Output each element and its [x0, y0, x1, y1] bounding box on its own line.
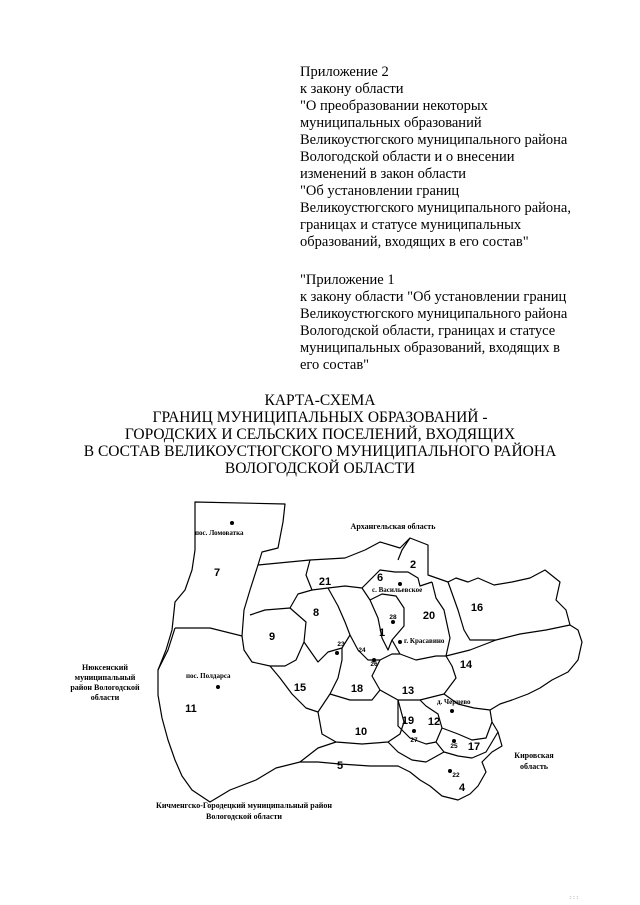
krasavino-label: г. Красавино [404, 637, 445, 645]
region-7-label: 7 [213, 567, 221, 579]
text-line: изменений в закон области [300, 166, 467, 182]
text-line: Вологодской области, границах и статусе [300, 323, 556, 339]
region-9-label: 9 [268, 631, 276, 643]
text-line: "Приложение 1 [300, 272, 395, 288]
text-line: его состав" [300, 357, 370, 373]
nyuksenitsa-label-1: Нюксенский [82, 663, 128, 672]
region-10-label: 10 [354, 726, 368, 738]
text-line: муниципальных образований, входящих в [300, 340, 560, 356]
text-line: к закону области "Об установлении границ [300, 289, 567, 305]
border-8 [290, 588, 350, 662]
text-line: муниципальных образований [300, 115, 482, 131]
title-line: ВОЛОГОДСКОЙ ОБЛАСТИ [224, 460, 416, 477]
title-line: КАРТА-СХЕМА [264, 392, 376, 409]
title-line: ГРАНИЦ МУНИЦИПАЛЬНЫХ ОБРАЗОВАНИЙ - [152, 409, 488, 426]
text-line: "Об установлении границ [300, 183, 460, 199]
settlement-24-label: 24 [358, 647, 366, 654]
region-15-label: 15 [293, 682, 307, 694]
region-2-label: 2 [409, 559, 417, 571]
text-line: Приложение 2 [300, 64, 389, 80]
region-8-label: 8 [312, 607, 320, 619]
poldarsa-dot [216, 685, 220, 689]
settlement-23-dot [335, 651, 339, 655]
settlement-25-label: 25 [450, 743, 458, 750]
chernevo-label: д. Чернево [437, 698, 471, 706]
border-21b [328, 586, 370, 600]
kirov-label-2: область [520, 762, 548, 771]
region-19-label: 19 [401, 715, 415, 727]
border-5 [300, 742, 336, 762]
corner-mark: : : : [570, 895, 579, 901]
appendix-1-heading [300, 272, 567, 374]
border-15 [270, 648, 342, 712]
region-11-label: 11 [185, 703, 197, 715]
lomovatka-dot [230, 521, 234, 525]
region-18-label: 18 [350, 683, 364, 695]
text-line: границах и статусе муниципальных [300, 217, 522, 233]
region-5-label: 5 [336, 760, 344, 772]
region-16-label: 16 [470, 602, 484, 614]
settlement-27-label: 27 [410, 737, 418, 744]
text-line: Великоустюгского муниципального района, [300, 200, 571, 216]
text-line: к закону области [300, 81, 404, 97]
title-line: В СОСТАВ ВЕЛИКОУСТЮГСКОГО МУНИЦИПАЛЬНОГО РАЙОНА [83, 443, 557, 460]
text-line: Великоустюгского муниципального района [300, 132, 568, 148]
nyuksenitsa-label-3: район Вологодской [70, 683, 140, 692]
settlement-28-label: 28 [389, 614, 397, 621]
border-2 [398, 538, 410, 560]
map-title [0, 392, 640, 477]
settlement-23-label: 23 [337, 641, 345, 648]
border-21 [306, 560, 312, 590]
region-17-label: 17 [467, 741, 481, 753]
title-line: ГОРОДСКИХ И СЕЛЬСКИХ ПОСЕЛЕНИЙ, ВХОДЯЩИХ [124, 426, 516, 443]
border-14 [446, 640, 496, 656]
appendix-2-heading [300, 64, 571, 251]
krasavino-dot [398, 640, 402, 644]
text-line: образований, входящих в его состав" [300, 234, 529, 250]
settlement-27-dot [412, 729, 416, 733]
settlement-22-label: 22 [452, 772, 460, 779]
text-line: Вологодской области и о внесении [300, 149, 515, 165]
region-14-label: 14 [459, 659, 473, 671]
vasilyevskoe-label: с. Васильевское [372, 586, 423, 594]
kichmengsky-label-1: Кичменгско-Городецкий муниципальный район [156, 801, 332, 810]
text-line: "О преобразовании некоторых [300, 98, 488, 114]
chernevo-dot [450, 709, 454, 713]
region-12-label: 12 [427, 716, 441, 728]
kichmengsky-label-2: Вологодской области [205, 812, 283, 821]
region-4-label: 4 [458, 782, 466, 794]
settlement-26-label: 26 [370, 661, 378, 668]
region-21-label: 21 [318, 576, 332, 588]
text-line: Великоустюгского муниципального района [300, 306, 568, 322]
arkhangelsk-label: Архангельская область [350, 522, 436, 531]
lomovatka-label: пос. Ломоватка [195, 529, 244, 537]
region-1-label: 1 [378, 627, 386, 639]
region-13-label: 13 [401, 685, 415, 697]
nyuksenitsa-label-4: области [90, 693, 120, 702]
border-4 [388, 742, 444, 762]
district-map [0, 490, 640, 830]
region-6-label: 6 [376, 572, 384, 584]
kirov-label-1: Кировская [514, 751, 554, 760]
region-20-label: 20 [422, 610, 436, 622]
poldarsa-label: пос. Полдарса [186, 672, 231, 680]
border-16 [448, 582, 570, 640]
nyuksenitsa-label-2: муниципальный [74, 673, 136, 682]
